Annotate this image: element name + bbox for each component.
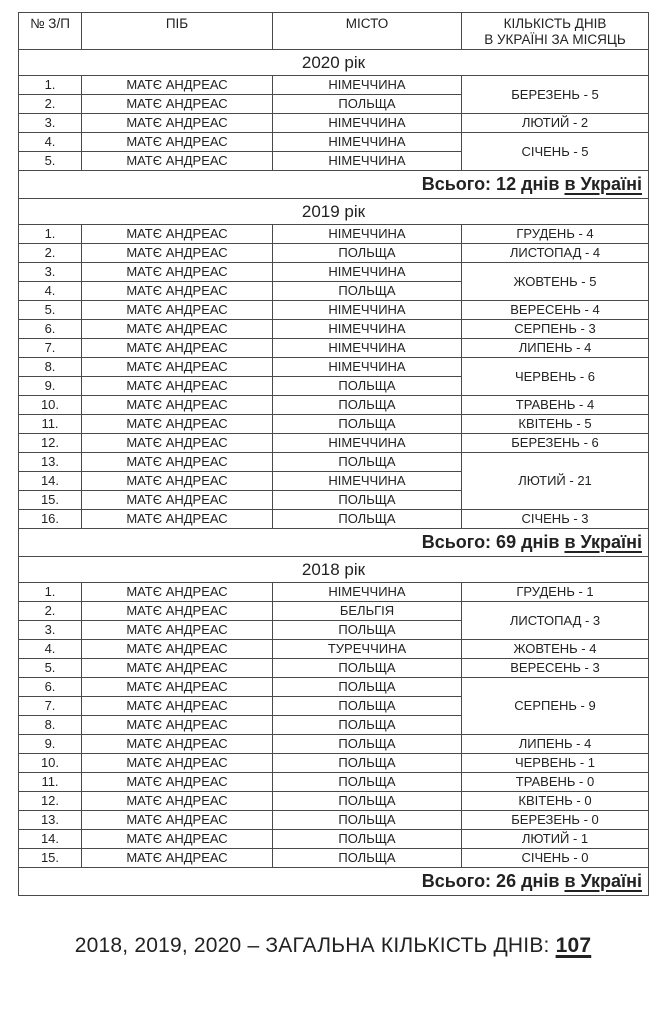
- row-number: 7.: [19, 697, 82, 716]
- country-name: НІМЕЧЧИНА: [273, 133, 462, 152]
- person-name: МАТЄ АНДРЕАС: [82, 453, 273, 472]
- row-number: 2.: [19, 95, 82, 114]
- month-days-cell: ЛИПЕНЬ - 4: [462, 735, 649, 754]
- section-total-cell: [19, 529, 649, 557]
- header-row: [19, 13, 649, 50]
- month-days-cell: БЕРЕЗЕНЬ - 5: [462, 76, 649, 114]
- country-name: НІМЕЧЧИНА: [273, 583, 462, 602]
- table-row: [19, 773, 649, 792]
- month-days-cell: ТРАВЕНЬ - 4: [462, 396, 649, 415]
- person-name: МАТЄ АНДРЕАС: [82, 282, 273, 301]
- table-row: [19, 263, 649, 282]
- section-total-underlined: в Україні: [564, 871, 642, 891]
- table-row: [19, 76, 649, 95]
- section-total-row: [19, 868, 649, 896]
- person-name: МАТЄ АНДРЕАС: [82, 301, 273, 320]
- year-row: [19, 557, 649, 583]
- country-name: ПОЛЬЩА: [273, 453, 462, 472]
- person-name: МАТЄ АНДРЕАС: [82, 678, 273, 697]
- row-number: 7.: [19, 339, 82, 358]
- country-name: ПОЛЬЩА: [273, 735, 462, 754]
- table-row: [19, 434, 649, 453]
- person-name: МАТЄ АНДРЕАС: [82, 114, 273, 133]
- country-name: ПОЛЬЩА: [273, 830, 462, 849]
- person-name: МАТЄ АНДРЕАС: [82, 434, 273, 453]
- row-number: 10.: [19, 754, 82, 773]
- person-name: МАТЄ АНДРЕАС: [82, 754, 273, 773]
- country-name: ПОЛЬЩА: [273, 621, 462, 640]
- country-name: НІМЕЧЧИНА: [273, 225, 462, 244]
- country-name: ПОЛЬЩА: [273, 396, 462, 415]
- grand-total-number: 107: [555, 934, 592, 957]
- month-days-cell: БЕРЕЗЕНЬ - 6: [462, 434, 649, 453]
- table-row: [19, 640, 649, 659]
- country-name: ПОЛЬЩА: [273, 716, 462, 735]
- section-total-underlined: в Україні: [564, 174, 642, 194]
- year-label: 2020 рік: [19, 50, 649, 76]
- country-name: НІМЕЧЧИНА: [273, 472, 462, 491]
- country-name: ПОЛЬЩА: [273, 754, 462, 773]
- month-days-cell: ЛЮТИЙ - 2: [462, 114, 649, 133]
- month-days-cell: ВЕРЕСЕНЬ - 4: [462, 301, 649, 320]
- col-header-days: [462, 13, 649, 50]
- table-row: [19, 415, 649, 434]
- row-number: 3.: [19, 263, 82, 282]
- country-name: НІМЕЧЧИНА: [273, 76, 462, 95]
- table-row: [19, 301, 649, 320]
- row-number: 13.: [19, 811, 82, 830]
- country-name: ПОЛЬЩА: [273, 282, 462, 301]
- month-days-cell: ЧЕРВЕНЬ - 1: [462, 754, 649, 773]
- row-number: 4.: [19, 282, 82, 301]
- col-header-days-line1: КІЛЬКІСТЬ ДНІВ: [503, 16, 607, 31]
- row-number: 5.: [19, 152, 82, 171]
- country-name: ПОЛЬЩА: [273, 792, 462, 811]
- person-name: МАТЄ АНДРЕАС: [82, 133, 273, 152]
- col-header-num: № З/П: [19, 13, 82, 50]
- person-name: МАТЄ АНДРЕАС: [82, 849, 273, 868]
- person-name: МАТЄ АНДРЕАС: [82, 773, 273, 792]
- person-name: МАТЄ АНДРЕАС: [82, 716, 273, 735]
- table-row: [19, 830, 649, 849]
- row-number: 6.: [19, 678, 82, 697]
- table-row: [19, 849, 649, 868]
- row-number: 15.: [19, 491, 82, 510]
- row-number: 11.: [19, 415, 82, 434]
- table-row: [19, 339, 649, 358]
- col-header-name: ПІБ: [82, 13, 273, 50]
- table-row: [19, 225, 649, 244]
- row-number: 2.: [19, 244, 82, 263]
- row-number: 4.: [19, 133, 82, 152]
- country-name: ТУРЕЧЧИНА: [273, 640, 462, 659]
- person-name: МАТЄ АНДРЕАС: [82, 152, 273, 171]
- person-name: МАТЄ АНДРЕАС: [82, 95, 273, 114]
- row-number: 16.: [19, 510, 82, 529]
- person-name: МАТЄ АНДРЕАС: [82, 621, 273, 640]
- row-number: 14.: [19, 830, 82, 849]
- table-row: [19, 133, 649, 152]
- grand-total-line: [18, 934, 648, 958]
- month-days-cell: СІЧЕНЬ - 5: [462, 133, 649, 171]
- person-name: МАТЄ АНДРЕАС: [82, 510, 273, 529]
- table-body: [19, 50, 649, 896]
- country-name: НІМЕЧЧИНА: [273, 434, 462, 453]
- country-name: ПОЛЬЩА: [273, 773, 462, 792]
- country-name: НІМЕЧЧИНА: [273, 301, 462, 320]
- row-number: 5.: [19, 659, 82, 678]
- row-number: 8.: [19, 358, 82, 377]
- country-name: ПОЛЬЩА: [273, 659, 462, 678]
- row-number: 9.: [19, 735, 82, 754]
- section-total-text: Всього: 26 днів: [421, 871, 560, 891]
- month-days-cell: СІЧЕНЬ - 3: [462, 510, 649, 529]
- row-number: 12.: [19, 792, 82, 811]
- person-name: МАТЄ АНДРЕАС: [82, 225, 273, 244]
- person-name: МАТЄ АНДРЕАС: [82, 830, 273, 849]
- month-days-cell: ЧЕРВЕНЬ - 6: [462, 358, 649, 396]
- table-row: [19, 510, 649, 529]
- year-label: 2019 рік: [19, 199, 649, 225]
- month-days-cell: ТРАВЕНЬ - 0: [462, 773, 649, 792]
- section-total-text: Всього: 69 днів: [421, 532, 560, 552]
- person-name: МАТЄ АНДРЕАС: [82, 491, 273, 510]
- days-in-ukraine-table: [18, 12, 649, 896]
- table-header: [19, 13, 649, 50]
- person-name: МАТЄ АНДРЕАС: [82, 263, 273, 282]
- table-row: [19, 678, 649, 697]
- table-row: [19, 320, 649, 339]
- table-row: [19, 659, 649, 678]
- row-number: 3.: [19, 114, 82, 133]
- row-number: 3.: [19, 621, 82, 640]
- table-row: [19, 244, 649, 263]
- country-name: НІМЕЧЧИНА: [273, 339, 462, 358]
- section-total-underlined: в Україні: [564, 532, 642, 552]
- month-days-cell: СЕРПЕНЬ - 9: [462, 678, 649, 735]
- section-total-text: Всього: 12 днів: [421, 174, 560, 194]
- row-number: 15.: [19, 849, 82, 868]
- row-number: 14.: [19, 472, 82, 491]
- table-row: [19, 396, 649, 415]
- row-number: 1.: [19, 225, 82, 244]
- table-row: [19, 114, 649, 133]
- person-name: МАТЄ АНДРЕАС: [82, 735, 273, 754]
- row-number: 9.: [19, 377, 82, 396]
- table-row: [19, 358, 649, 377]
- row-number: 1.: [19, 583, 82, 602]
- col-header-days-line2: В УКРАЇНІ ЗА МІСЯЦЬ: [484, 32, 626, 47]
- section-total-row: [19, 171, 649, 199]
- month-days-cell: ЛЮТИЙ - 21: [462, 453, 649, 510]
- person-name: МАТЄ АНДРЕАС: [82, 583, 273, 602]
- country-name: НІМЕЧЧИНА: [273, 358, 462, 377]
- section-total-row: [19, 529, 649, 557]
- country-name: ПОЛЬЩА: [273, 491, 462, 510]
- month-days-cell: БЕРЕЗЕНЬ - 0: [462, 811, 649, 830]
- month-days-cell: ЛЮТИЙ - 1: [462, 830, 649, 849]
- person-name: МАТЄ АНДРЕАС: [82, 358, 273, 377]
- month-days-cell: ЛИПЕНЬ - 4: [462, 339, 649, 358]
- country-name: НІМЕЧЧИНА: [273, 320, 462, 339]
- person-name: МАТЄ АНДРЕАС: [82, 415, 273, 434]
- year-row: [19, 50, 649, 76]
- month-days-cell: СЕРПЕНЬ - 3: [462, 320, 649, 339]
- row-number: 11.: [19, 773, 82, 792]
- month-days-cell: СІЧЕНЬ - 0: [462, 849, 649, 868]
- country-name: ПОЛЬЩА: [273, 377, 462, 396]
- table-row: [19, 792, 649, 811]
- person-name: МАТЄ АНДРЕАС: [82, 602, 273, 621]
- month-days-cell: КВІТЕНЬ - 5: [462, 415, 649, 434]
- person-name: МАТЄ АНДРЕАС: [82, 472, 273, 491]
- section-total-cell: [19, 868, 649, 896]
- country-name: БЕЛЬГІЯ: [273, 602, 462, 621]
- grand-total-text: 2018, 2019, 2020 – ЗАГАЛЬНА КІЛЬКІСТЬ ДНІВ:: [74, 934, 556, 957]
- month-days-cell: ЖОВТЕНЬ - 5: [462, 263, 649, 301]
- person-name: МАТЄ АНДРЕАС: [82, 244, 273, 263]
- row-number: 13.: [19, 453, 82, 472]
- row-number: 2.: [19, 602, 82, 621]
- country-name: ПОЛЬЩА: [273, 510, 462, 529]
- person-name: МАТЄ АНДРЕАС: [82, 339, 273, 358]
- row-number: 1.: [19, 76, 82, 95]
- person-name: МАТЄ АНДРЕАС: [82, 697, 273, 716]
- table-row: [19, 811, 649, 830]
- month-days-cell: ГРУДЕНЬ - 4: [462, 225, 649, 244]
- country-name: ПОЛЬЩА: [273, 95, 462, 114]
- person-name: МАТЄ АНДРЕАС: [82, 377, 273, 396]
- person-name: МАТЄ АНДРЕАС: [82, 320, 273, 339]
- country-name: НІМЕЧЧИНА: [273, 263, 462, 282]
- section-total-cell: [19, 171, 649, 199]
- col-header-city: МІСТО: [273, 13, 462, 50]
- country-name: НІМЕЧЧИНА: [273, 152, 462, 171]
- month-days-cell: ЛИСТОПАД - 4: [462, 244, 649, 263]
- country-name: ПОЛЬЩА: [273, 849, 462, 868]
- country-name: ПОЛЬЩА: [273, 244, 462, 263]
- row-number: 4.: [19, 640, 82, 659]
- table-row: [19, 602, 649, 621]
- table-row: [19, 583, 649, 602]
- month-days-cell: ЖОВТЕНЬ - 4: [462, 640, 649, 659]
- row-number: 6.: [19, 320, 82, 339]
- year-row: [19, 199, 649, 225]
- table-row: [19, 754, 649, 773]
- table-row: [19, 453, 649, 472]
- country-name: ПОЛЬЩА: [273, 811, 462, 830]
- row-number: 10.: [19, 396, 82, 415]
- person-name: МАТЄ АНДРЕАС: [82, 640, 273, 659]
- country-name: ПОЛЬЩА: [273, 697, 462, 716]
- row-number: 12.: [19, 434, 82, 453]
- person-name: МАТЄ АНДРЕАС: [82, 792, 273, 811]
- person-name: МАТЄ АНДРЕАС: [82, 76, 273, 95]
- country-name: ПОЛЬЩА: [273, 415, 462, 434]
- month-days-cell: ВЕРЕСЕНЬ - 3: [462, 659, 649, 678]
- country-name: ПОЛЬЩА: [273, 678, 462, 697]
- month-days-cell: КВІТЕНЬ - 0: [462, 792, 649, 811]
- person-name: МАТЄ АНДРЕАС: [82, 396, 273, 415]
- person-name: МАТЄ АНДРЕАС: [82, 811, 273, 830]
- person-name: МАТЄ АНДРЕАС: [82, 659, 273, 678]
- year-label: 2018 рік: [19, 557, 649, 583]
- row-number: 5.: [19, 301, 82, 320]
- month-days-cell: ЛИСТОПАД - 3: [462, 602, 649, 640]
- country-name: НІМЕЧЧИНА: [273, 114, 462, 133]
- month-days-cell: ГРУДЕНЬ - 1: [462, 583, 649, 602]
- row-number: 8.: [19, 716, 82, 735]
- table-row: [19, 735, 649, 754]
